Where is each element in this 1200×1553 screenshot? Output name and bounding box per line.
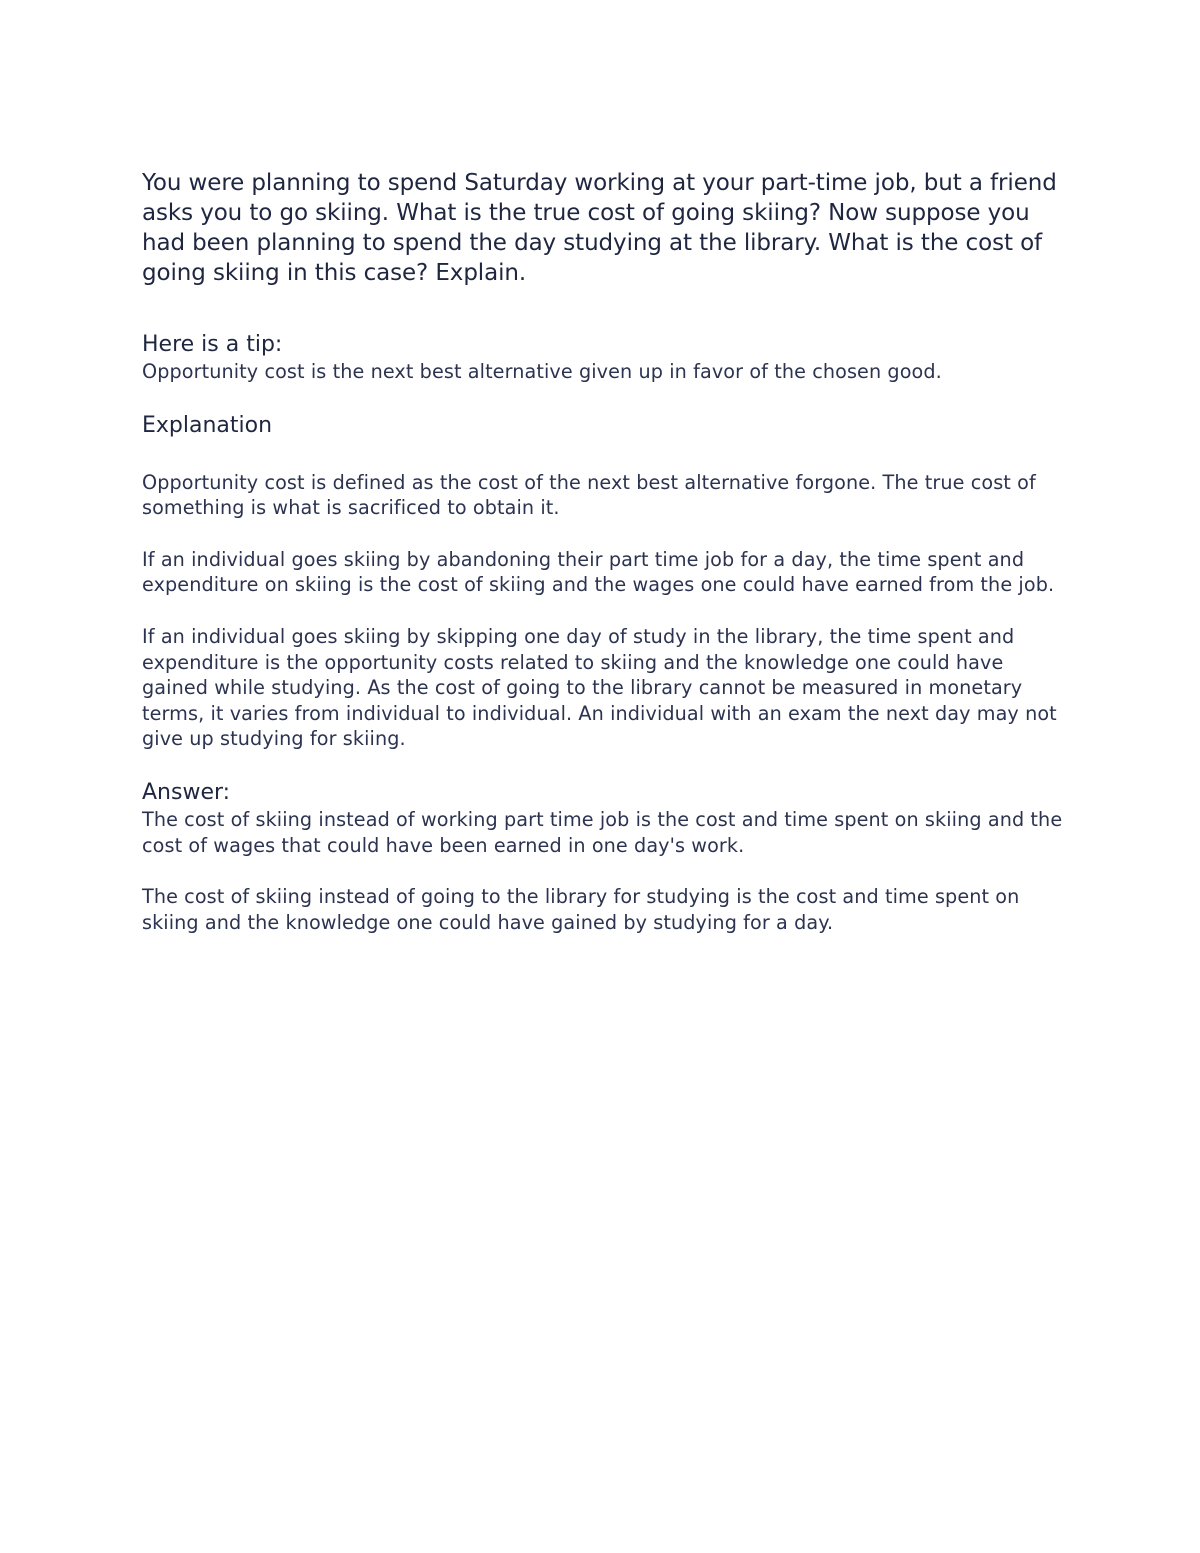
answer-paragraph-2: The cost of skiing instead of going to the library for studying is the cost and time spent on skiing and the knowledge one could have gained by studying for a day. <box>142 885 1020 934</box>
answer-paragraph-1: The cost of skiing instead of working part time job is the cost and time spent on skiing and the cost of wages that could have been earned in one day's work. <box>142 807 1063 857</box>
question-text: You were planning to spend Saturday working at your part-time job, but a friend asks you to go skiing. What is the true cost of going skiing? Now suppose you had been planning to spend the day studying at the library. What is the cost of going skiing in this case? Explain. <box>142 170 1057 286</box>
answer-heading: Answer: <box>142 779 231 805</box>
explanation-paragraph-1: Opportunity cost is defined as the cost of the next best alternative forgone. The true cost of something is what is sacrificed to obtain it. <box>142 470 1036 520</box>
explanation-paragraph-2: If an individual goes skiing by abandoning their part time job for a day, the time spent and expenditure on skiing is the cost of skiing and the wages one could have earned from the job. <box>142 547 1055 597</box>
explanation-paragraph-3: If an individual goes skiing by skipping one day of study in the library, the time spent and expenditure is the opportunity costs related to skiing and the knowledge one could have gained while studying. As the cost of going to the library cannot be measured in monetary terms, it varies from individual to individual. An individual with an exam the next day may not give up studying for skiing. <box>142 624 1057 751</box>
tip-text: Opportunity cost is the next best alternative given up in favor of the chosen good. <box>142 360 942 383</box>
tip-heading: Here is a tip: <box>142 332 283 357</box>
explanation-heading: Explanation <box>142 412 273 438</box>
document-page <box>142 168 1072 935</box>
